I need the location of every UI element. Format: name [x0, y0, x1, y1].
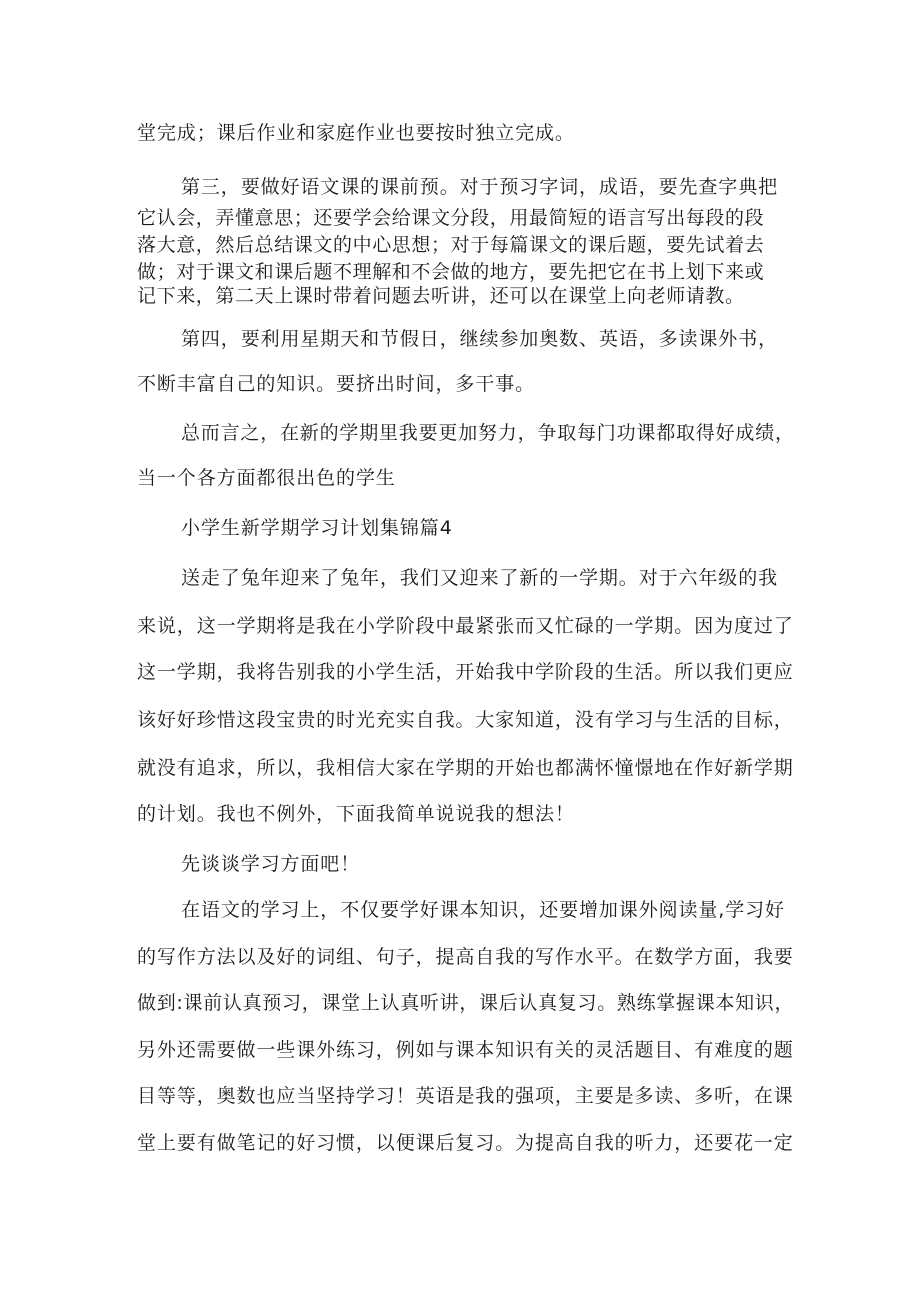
text-line: 第四，要利用星期天和节假日，继续参加奥数、英语，多读课外书，: [181, 328, 779, 350]
text-line: 另外还需要做一些课外练习，例如与课本知识有关的灵活题目、有难度的题: [137, 1039, 794, 1061]
section-heading: 小学生新学期学习计划集锦篇4: [181, 517, 453, 539]
text-line: 的写作方法以及好的词组、句子，提高自我的写作水平。在数学方面，我要: [137, 946, 794, 968]
text-line: 记下来，第二天上课时带着问题去听讲，还可以在课堂上向老师请教。: [137, 285, 745, 307]
text-line: 就没有追求，所以，我相信大家在学期的开始也都满怀憧憬地在作好新学期: [137, 757, 794, 779]
text-line: 先谈谈学习方面吧！: [181, 853, 361, 875]
text-line: 该好好珍惜这段宝贵的时光充实自我。大家知道，没有学习与生活的目标，: [137, 709, 794, 731]
text-line: 做到:课前认真预习，课堂上认真听讲，课后认真复习。熟练掌握课本知识，: [137, 992, 795, 1014]
text-line: 当一个各方面都很出色的学生: [137, 467, 396, 489]
text-line: 不断丰富自己的知识。要挤出时间，多干事。: [137, 373, 536, 395]
text-line: 的计划。我也不例外，下面我简单说说我的想法！: [137, 803, 575, 825]
text-line: 这一学期，我将告别我的小学生活，开始我中学阶段的生活。所以我们更应: [137, 661, 794, 683]
text-line: 它认会，弄懂意思；还要学会给课文分段，用最简短的语言写出每段的段: [137, 207, 765, 229]
text-line: 来说，这一学期将是我在小学阶段中最紧张而又忙碌的一学期。因为度过了: [137, 615, 794, 637]
text-line: 堂完成；课后作业和家庭作业也要按时独立完成。: [137, 122, 575, 144]
text-line: 送走了兔年迎来了兔年，我们又迎来了新的一学期。对于六年级的我: [181, 567, 779, 589]
text-line: 总而言之，在新的学期里我要更加努力，争取每门功课都取得好成绩，: [181, 422, 795, 444]
text-line: 堂上要有做笔记的好习惯，以便课后复习。为提高自我的听力，还要花一定: [137, 1132, 794, 1154]
text-line: 落大意，然后总结课文的中心思想；对于每篇课文的课后题，要先试着去: [137, 234, 765, 256]
text-line: 做；对于课文和课后题不理解和不会做的地方，要先把它在书上划下来或: [137, 261, 765, 283]
text-line: 目等等，奥数也应当坚持学习！英语是我的强项，主要是多读、多听，在课: [137, 1085, 794, 1107]
text-line: 在语文的学习上，不仅要学好课本知识，还要增加课外阅读量,学习好: [181, 899, 785, 921]
text-line: 第三，要做好语文课的课前预。对于预习字词，成语，要先查字典把: [181, 176, 779, 198]
